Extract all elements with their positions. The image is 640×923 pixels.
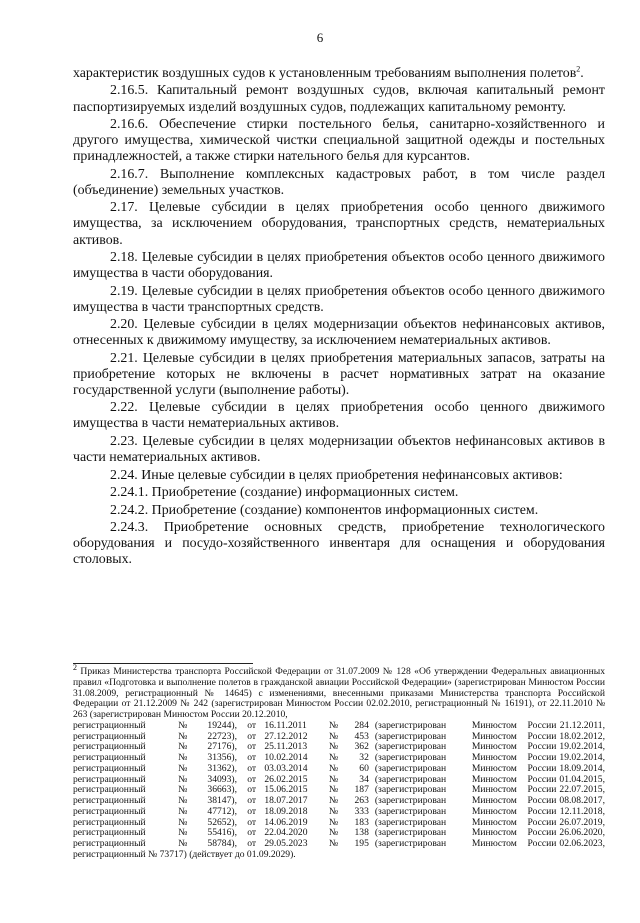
- registration-cell: 01.04.2015,: [559, 773, 605, 785]
- registration-cell: России: [527, 752, 557, 763]
- registration-cell: 26.02.2015: [264, 773, 308, 785]
- registration-cell: России: [527, 816, 557, 828]
- registration-cell: регистрационный: [73, 805, 146, 817]
- paragraph: [73, 520, 605, 568]
- registration-cell: №: [328, 827, 339, 839]
- registration-cell: 32: [359, 752, 369, 763]
- registration-row: [73, 732, 605, 743]
- paragraph: [73, 434, 605, 466]
- registration-cell: 27176),: [207, 741, 237, 753]
- registration-cell: Минюстом: [471, 816, 517, 828]
- registration-cell: №: [328, 795, 339, 806]
- registration-row: [73, 807, 605, 818]
- paragraph: [73, 485, 605, 501]
- registration-cell: 22723),: [207, 730, 237, 742]
- registration-cell: 03.03.2014: [264, 762, 308, 774]
- paragraph-text: 2.24.2. Приобретение (создание) компонентов информационных систем.: [110, 502, 539, 518]
- footnote-reference: 2: [576, 64, 581, 74]
- registration-cell: 36663),: [207, 784, 237, 796]
- registration-cell: Минюстом: [471, 784, 517, 796]
- registration-cell: 16.11.2011: [264, 719, 307, 731]
- paragraph: [73, 400, 605, 432]
- registration-cell: регистрационный: [73, 752, 146, 763]
- registration-cell: 22.04.2020: [264, 827, 308, 839]
- registration-cell: регистрационный: [73, 816, 146, 828]
- registration-cell: 31356),: [207, 752, 237, 763]
- paragraph-text: 2.16.7. Выполнение комплексных кадастровых работ, в том числе раздел (объединение) земельных участков.: [73, 166, 605, 198]
- paragraph: [73, 503, 605, 519]
- registration-cell: (зарегистрирован: [374, 741, 447, 753]
- registration-cell: 55416),: [207, 827, 237, 839]
- registration-row: [73, 796, 605, 807]
- registration-cell: №: [178, 838, 188, 849]
- registration-cell: Минюстом: [471, 827, 517, 839]
- registration-cell: №: [328, 762, 339, 774]
- registration-cell: 14.06.2019: [264, 816, 308, 828]
- registration-cell: 02.06.2023,: [559, 838, 605, 849]
- paragraph: [73, 284, 605, 316]
- registration-row: [73, 764, 605, 775]
- registration-cell: от: [247, 730, 257, 742]
- registration-cell: 362: [354, 741, 369, 753]
- registration-cell: России: [527, 773, 557, 785]
- registration-cell: 22.07.2015,: [559, 784, 605, 796]
- registration-cell: Минюстом: [471, 838, 517, 849]
- registration-cell: 34093),: [207, 773, 237, 785]
- registration-row: [73, 785, 605, 796]
- registration-cell: (зарегистрирован: [374, 752, 447, 763]
- paragraph-text: 2.21. Целевые субсидии в целях приобретения материальных запасов, затраты на приобретение которых не включены в расчет нормативных затрат на оказание государственной услуги (выполнение работы).: [73, 350, 605, 398]
- registration-row: [73, 742, 605, 753]
- registration-cell: 183: [354, 816, 369, 828]
- registration-cell: от: [247, 784, 257, 796]
- registration-cell: №: [178, 805, 188, 817]
- paragraph: [73, 167, 605, 199]
- registration-row: [73, 775, 605, 786]
- registration-cell: №: [178, 719, 188, 731]
- registration-cell: №: [178, 752, 188, 763]
- registration-cell: Минюстом: [471, 741, 517, 753]
- registration-cell: регистрационный: [73, 827, 146, 839]
- footnote-marker: 2: [73, 662, 77, 672]
- paragraph-text: 2.18. Целевые субсидии в целях приобретения объектов особо ценного движимого имущества в части оборудования.: [73, 249, 605, 282]
- paragraph-text: 2.20. Целевые субсидии в целях модернизации объектов нефинансовых активов, отнесенных к движимому имуществу, за исключением нематериальных активов.: [73, 317, 605, 349]
- registration-cell: от: [247, 816, 257, 828]
- registration-cell: (зарегистрирован: [374, 827, 447, 839]
- registration-cell: Минюстом: [471, 719, 517, 731]
- registration-cell: №: [328, 773, 339, 785]
- registration-cell: (зарегистрирован: [374, 784, 447, 796]
- paragraph-text: 2.19. Целевые субсидии в целях приобретения объектов особо ценного движимого имущества в части транспортных средств.: [73, 283, 605, 315]
- paragraph: [73, 117, 605, 165]
- paragraph: [73, 83, 605, 115]
- registration-cell: регистрационный: [73, 730, 146, 742]
- paragraph-text: 2.23. Целевые субсидии в целях модернизации объектов нефинансовых активов в части нематериальных активов.: [73, 433, 605, 466]
- registration-cell: №: [328, 730, 339, 742]
- registration-cell: регистрационный: [73, 838, 146, 849]
- paragraph-text: 2.22. Целевые субсидии в целях приобретения особо ценного движимого имущества в части нематериальных активов.: [73, 400, 605, 432]
- registration-cell: регистрационный: [73, 773, 146, 785]
- registration-cell: 19244),: [207, 719, 237, 731]
- registration-row: [73, 828, 605, 839]
- registration-cell: регистрационный: [73, 762, 146, 774]
- registration-cell: 08.08.2017,: [559, 795, 605, 806]
- registration-cell: №: [178, 762, 188, 774]
- registration-cell: 18.02.2012,: [559, 730, 605, 742]
- registration-cell: от: [247, 827, 257, 839]
- registration-cell: России: [527, 762, 557, 774]
- registration-cell: 187: [354, 784, 369, 796]
- registration-cell: (зарегистрирован: [374, 730, 447, 742]
- registration-cell: России: [527, 719, 557, 731]
- registration-cell: 29.05.2023: [264, 838, 308, 849]
- registration-cell: (зарегистрирован: [374, 762, 447, 774]
- registration-cell: 38147),: [207, 795, 237, 806]
- registration-cell: Минюстом: [471, 805, 517, 817]
- body-text: [73, 66, 605, 570]
- registration-row: [73, 818, 605, 829]
- registration-cell: (зарегистрирован: [374, 838, 447, 849]
- registration-list: [73, 721, 605, 850]
- registration-cell: 31362),: [207, 762, 237, 774]
- registration-cell: (зарегистрирован: [374, 719, 447, 731]
- paragraph: [73, 468, 605, 484]
- registration-row: [73, 753, 605, 764]
- registration-cell: №: [328, 741, 339, 753]
- registration-cell: Минюстом: [471, 752, 517, 763]
- registration-cell: России: [527, 730, 557, 742]
- registration-cell: 52652),: [207, 816, 237, 828]
- registration-cell: 284: [354, 719, 369, 731]
- paragraph: [73, 66, 605, 82]
- footnote-head-text: Приказ Министерства транспорта Российской Федерации от 31.07.2009 № 128 «Об утверждении Федеральных авиационных правил «Подготовка и выполнение полетов в гражданской авиации Российской Федерации» (зарегистрирован Минюстом России 31.08.2009, регистрационный № 14645) с изменениями, внесенными приказами Министерства транспорта Российской Федерации от 21.12.2009 № 242 (зарегистрирован Минюстом России 02.02.2010, регистрационный № 16191), от 22.11.2010 № 263 (зарегистрирован Минюстом России 20.12.2010,: [73, 666, 605, 720]
- registration-cell: 18.09.2018: [264, 805, 308, 817]
- registration-cell: №: [328, 805, 339, 817]
- registration-cell: 26.07.2019,: [559, 816, 605, 828]
- registration-cell: от: [247, 741, 257, 753]
- registration-cell: регистрационный: [73, 784, 146, 796]
- registration-cell: 18.07.2017: [264, 795, 308, 806]
- registration-cell: 19.02.2014,: [559, 741, 605, 753]
- registration-cell: №: [328, 838, 339, 849]
- registration-cell: России: [527, 784, 557, 796]
- paragraph-text: 2.24.1. Приобретение (создание) информационных систем.: [110, 485, 459, 501]
- registration-cell: 60: [359, 762, 369, 774]
- registration-cell: России: [527, 741, 557, 753]
- registration-cell: №: [178, 773, 188, 785]
- footnote-separator: [73, 663, 253, 664]
- registration-cell: 195: [354, 838, 369, 849]
- registration-cell: (зарегистрирован: [374, 795, 447, 806]
- paragraph: [73, 200, 605, 248]
- paragraph: [73, 317, 605, 349]
- registration-cell: 21.12.2011,: [559, 719, 605, 731]
- registration-cell: от: [247, 762, 257, 774]
- registration-cell: №: [178, 741, 188, 753]
- footnote-head: [73, 662, 605, 721]
- registration-cell: 10.02.2014: [264, 752, 308, 763]
- registration-cell: 15.06.2015: [264, 784, 308, 796]
- registration-cell: 27.12.2012: [264, 730, 308, 742]
- registration-cell: №: [178, 816, 188, 828]
- paragraph-text: 2.24. Иные целевые субсидии в целях приобретения нефинансовых активов:: [110, 467, 563, 483]
- registration-cell: 25.11.2013: [264, 741, 308, 753]
- registration-cell: от: [247, 773, 257, 785]
- registration-cell: Минюстом: [471, 762, 517, 774]
- registration-cell: 12.11.2018,: [559, 805, 605, 817]
- registration-cell: Минюстом: [471, 795, 517, 806]
- registration-cell: №: [178, 795, 188, 806]
- registration-cell: регистрационный: [73, 741, 146, 753]
- registration-cell: от: [247, 795, 257, 806]
- footnote-tail: регистрационный № 73717) (действует до 01.09.2029).: [73, 848, 296, 860]
- registration-cell: 58784),: [207, 838, 237, 849]
- registration-cell: Минюстом: [471, 730, 517, 742]
- paragraph-text: 2.17. Целевые субсидии в целях приобретения особо ценного движимого имущества, за исключением оборудования, транспортных средств, нематериальных активов.: [73, 200, 605, 248]
- registration-cell: (зарегистрирован: [374, 773, 447, 785]
- registration-cell: России: [527, 805, 557, 817]
- registration-row: [73, 721, 605, 732]
- paragraph: [73, 250, 605, 282]
- registration-cell: №: [178, 730, 188, 742]
- registration-cell: 263: [354, 795, 369, 806]
- registration-cell: 26.06.2020,: [559, 827, 605, 839]
- registration-cell: Минюстом: [471, 773, 517, 785]
- paragraph-text: 2.16.6. Обеспечение стирки постельного белья, санитарно-хозяйственного и другого имущества, химической чистки специальной защитной одежды и постельных принадлежностей, а также стирки нательного белья для курсантов.: [73, 117, 605, 165]
- paragraph-text: характеристик воздушных судов к установленным требованиям выполнения полетов: [73, 66, 577, 81]
- paragraph-text: 2.24.3. Приобретение основных средств, приобретение технологического оборудования и посудо-хозяйственного инвентаря для оснащения и оборудования столовых.: [73, 520, 605, 568]
- registration-cell: от: [247, 719, 257, 731]
- paragraph-punctuation: .: [580, 66, 584, 81]
- registration-cell: №: [328, 816, 339, 828]
- registration-cell: №: [328, 752, 339, 763]
- paragraph-text: 2.16.5. Капитальный ремонт воздушных судов, включая капитальный ремонт паспортизируемых изделий воздушных судов, подлежащих капитальному ремонту.: [73, 83, 605, 115]
- registration-cell: 19.02.2014,: [559, 752, 605, 763]
- registration-cell: России: [527, 795, 557, 806]
- paragraph: [73, 351, 605, 399]
- registration-cell: 138: [354, 827, 369, 839]
- registration-cell: 47712),: [207, 805, 237, 817]
- footnote: [73, 662, 605, 861]
- registration-cell: от: [247, 838, 257, 849]
- registration-cell: 333: [354, 805, 369, 817]
- registration-cell: (зарегистрирован: [374, 816, 447, 828]
- registration-cell: 18.09.2014,: [559, 762, 605, 774]
- page-number: 6: [316, 30, 324, 45]
- registration-cell: от: [247, 752, 257, 763]
- registration-cell: №: [178, 784, 188, 796]
- registration-cell: 34: [359, 773, 369, 785]
- registration-cell: №: [328, 719, 339, 731]
- registration-cell: России: [527, 827, 557, 839]
- registration-cell: регистрационный: [73, 719, 146, 731]
- registration-cell: №: [328, 784, 339, 796]
- registration-cell: 453: [354, 730, 369, 742]
- registration-cell: России: [527, 838, 557, 849]
- registration-cell: от: [247, 805, 257, 817]
- registration-cell: регистрационный: [73, 795, 146, 806]
- registration-cell: №: [178, 827, 188, 839]
- registration-cell: (зарегистрирован: [374, 805, 447, 817]
